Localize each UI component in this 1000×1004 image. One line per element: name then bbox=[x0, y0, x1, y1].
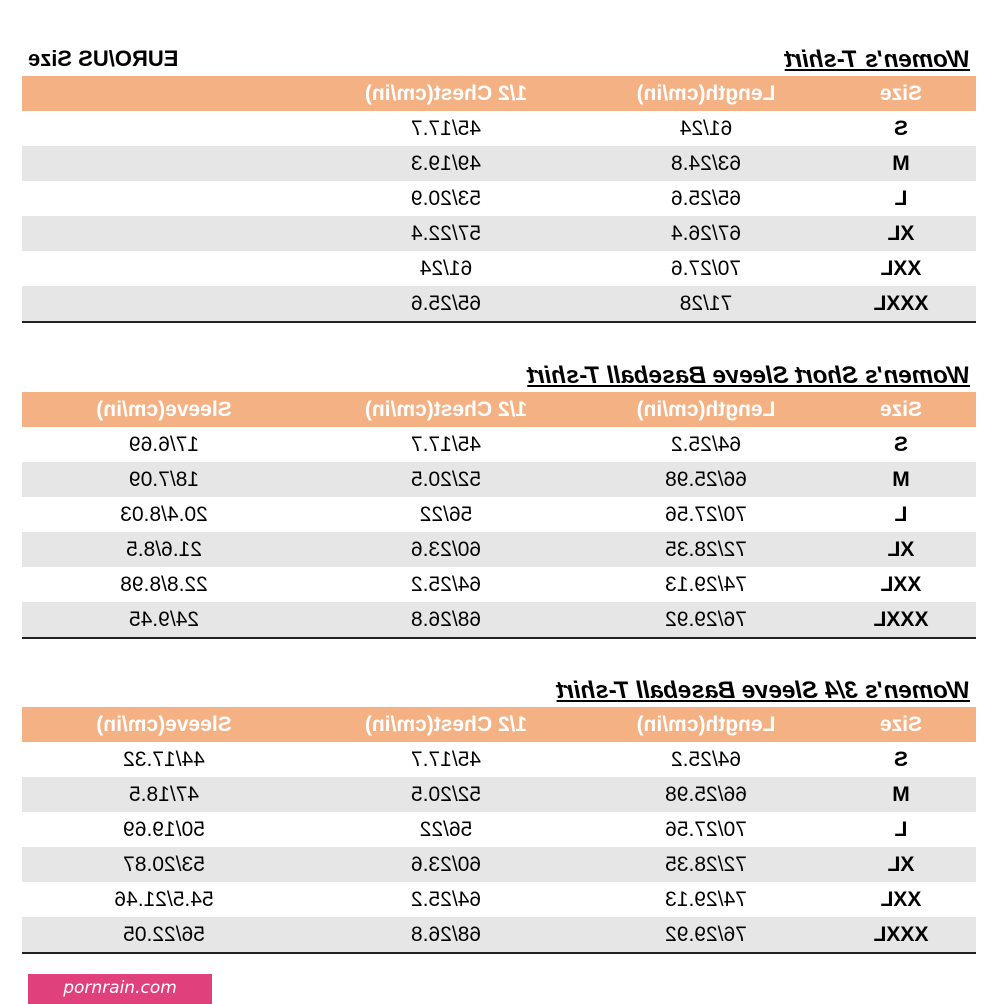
sleeve-cell: 54.5/21.46 bbox=[114, 887, 214, 911]
size-cell: XXL bbox=[880, 572, 922, 596]
length-cell: 61/24 bbox=[679, 116, 733, 140]
size-cell: XL bbox=[887, 537, 915, 561]
header-length: Length(cm/in) bbox=[636, 81, 776, 105]
table-row bbox=[22, 286, 976, 322]
chest-cell: 49/19.3 bbox=[410, 151, 482, 175]
size-cell: XXL bbox=[880, 887, 922, 911]
chest-cell: 68/26.8 bbox=[410, 922, 482, 946]
section-title: Women's Short Sleeve Baseball T-shirt bbox=[527, 362, 970, 389]
chest-cell: 56/22 bbox=[419, 817, 473, 841]
size-cell: XXXL bbox=[873, 607, 929, 631]
chest-cell: 65/25.6 bbox=[410, 291, 482, 315]
table-row bbox=[22, 146, 976, 181]
length-cell: 66/25.98 bbox=[665, 467, 747, 491]
table-row bbox=[22, 251, 976, 286]
table-row bbox=[22, 847, 976, 882]
chest-cell: 60/23.6 bbox=[410, 852, 482, 876]
chest-cell: 57/22.4 bbox=[410, 221, 482, 245]
sleeve-cell: 18/7.09 bbox=[128, 467, 200, 491]
size-standard-note: EURO/US Size bbox=[28, 46, 179, 71]
size-cell: S bbox=[894, 432, 909, 456]
length-cell: 76/29.92 bbox=[665, 922, 747, 946]
sleeve-cell: 17/6.69 bbox=[128, 432, 200, 456]
table-header-row bbox=[22, 76, 976, 111]
chest-cell: 45/17.7 bbox=[410, 747, 482, 771]
section-title: Women's T-shirt bbox=[784, 46, 970, 73]
length-cell: 74/29.13 bbox=[665, 572, 747, 596]
size-cell: L bbox=[894, 502, 908, 526]
sleeve-cell bbox=[22, 146, 306, 181]
chest-cell: 61/24 bbox=[419, 256, 473, 280]
size-cell: XXXL bbox=[873, 922, 929, 946]
sleeve-cell: 50/19.69 bbox=[123, 817, 205, 841]
chest-cell: 68/26.8 bbox=[410, 607, 482, 631]
sleeve-cell bbox=[22, 216, 306, 251]
length-cell: 74/29.13 bbox=[665, 887, 747, 911]
chest-cell: 45/17.7 bbox=[410, 432, 482, 456]
size-cell: XXXL bbox=[873, 291, 929, 315]
header-size: Size bbox=[879, 81, 923, 105]
table-row bbox=[22, 812, 976, 847]
sleeve-cell bbox=[22, 111, 306, 146]
section-header bbox=[22, 46, 976, 76]
size-cell: M bbox=[892, 782, 910, 806]
size-table bbox=[22, 707, 976, 954]
length-cell: 64/25.2 bbox=[670, 747, 742, 771]
table-row bbox=[22, 917, 976, 953]
size-table bbox=[22, 392, 976, 639]
sleeve-cell bbox=[22, 181, 306, 216]
sleeve-cell: 21.6/8.5 bbox=[126, 537, 202, 561]
length-cell: 70/27.56 bbox=[665, 502, 747, 526]
length-cell: 67/26.4 bbox=[670, 221, 742, 245]
length-cell: 65/25.6 bbox=[670, 186, 742, 210]
table-row bbox=[22, 742, 976, 777]
sleeve-cell: 47/18.5 bbox=[128, 782, 200, 806]
header-sleeve bbox=[22, 76, 306, 111]
size-cell: M bbox=[892, 151, 910, 175]
table-row bbox=[22, 181, 976, 216]
length-cell: 72/28.35 bbox=[665, 852, 747, 876]
sleeve-cell: 22.8/8.98 bbox=[120, 572, 208, 596]
header-size: Size bbox=[879, 712, 923, 736]
size-table bbox=[22, 76, 976, 323]
sleeve-cell: 44/17.32 bbox=[123, 747, 205, 771]
chest-cell: 52/20.5 bbox=[410, 782, 482, 806]
size-cell: S bbox=[894, 116, 909, 140]
chest-cell: 60/23.6 bbox=[410, 537, 482, 561]
sleeve-cell bbox=[22, 286, 306, 322]
header-chest: 1/2 Chest(cm/in) bbox=[364, 397, 528, 421]
table-row bbox=[22, 497, 976, 532]
length-cell: 76/29.92 bbox=[665, 607, 747, 631]
section-header bbox=[22, 362, 976, 392]
size-cell: M bbox=[892, 467, 910, 491]
table-row bbox=[22, 462, 976, 497]
header-size: Size bbox=[879, 397, 923, 421]
chest-cell: 45/17.7 bbox=[410, 116, 482, 140]
length-cell: 71/28 bbox=[679, 291, 733, 315]
table-row bbox=[22, 216, 976, 251]
header-chest: 1/2 Chest(cm/in) bbox=[364, 81, 528, 105]
sleeve-cell: 56/22.05 bbox=[123, 922, 205, 946]
header-sleeve: Sleeve(cm/in) bbox=[96, 397, 232, 421]
table-header-row bbox=[22, 707, 976, 742]
header-length: Length(cm/in) bbox=[636, 712, 776, 736]
header-length: Length(cm/in) bbox=[636, 397, 776, 421]
size-cell: XL bbox=[887, 221, 915, 245]
table-row bbox=[22, 602, 976, 638]
chest-cell: 53/20.9 bbox=[410, 186, 482, 210]
length-cell: 70/27.6 bbox=[670, 256, 742, 280]
header-sleeve: Sleeve(cm/in) bbox=[96, 712, 232, 736]
womens-short-sleeve-baseball-section bbox=[22, 362, 976, 639]
table-row bbox=[22, 567, 976, 602]
header-chest: 1/2 Chest(cm/in) bbox=[364, 712, 528, 736]
length-cell: 66/25.98 bbox=[665, 782, 747, 806]
womens-tshirt-section bbox=[22, 46, 976, 323]
sleeve-cell: 20.4/8.03 bbox=[120, 502, 208, 526]
table-row bbox=[22, 532, 976, 567]
length-cell: 70/27.56 bbox=[665, 817, 747, 841]
chest-cell: 64/25.2 bbox=[410, 887, 482, 911]
length-cell: 72/28.35 bbox=[665, 537, 747, 561]
chest-cell: 56/22 bbox=[419, 502, 473, 526]
size-cell: XL bbox=[887, 852, 915, 876]
length-cell: 64/25.2 bbox=[670, 432, 742, 456]
sleeve-cell: 24/9.45 bbox=[128, 607, 200, 631]
size-cell: XXL bbox=[880, 256, 922, 280]
chest-cell: 52/20.5 bbox=[410, 467, 482, 491]
table-row bbox=[22, 882, 976, 917]
table-header-row bbox=[22, 392, 976, 427]
watermark-link[interactable]: pornrain.com bbox=[28, 974, 212, 1004]
sleeve-cell bbox=[22, 251, 306, 286]
size-cell: S bbox=[894, 747, 909, 771]
chest-cell: 64/25.2 bbox=[410, 572, 482, 596]
section-title: Women's 3/4 Sleeve Baseball T-shirt bbox=[556, 677, 970, 704]
size-cell: L bbox=[894, 817, 908, 841]
womens-three-quarter-sleeve-baseball-section bbox=[22, 677, 976, 954]
sleeve-cell: 53/20.87 bbox=[123, 852, 205, 876]
table-row bbox=[22, 111, 976, 146]
size-cell: L bbox=[894, 186, 908, 210]
length-cell: 63/24.8 bbox=[670, 151, 742, 175]
section-header bbox=[22, 677, 976, 707]
table-row bbox=[22, 427, 976, 462]
table-row bbox=[22, 777, 976, 812]
